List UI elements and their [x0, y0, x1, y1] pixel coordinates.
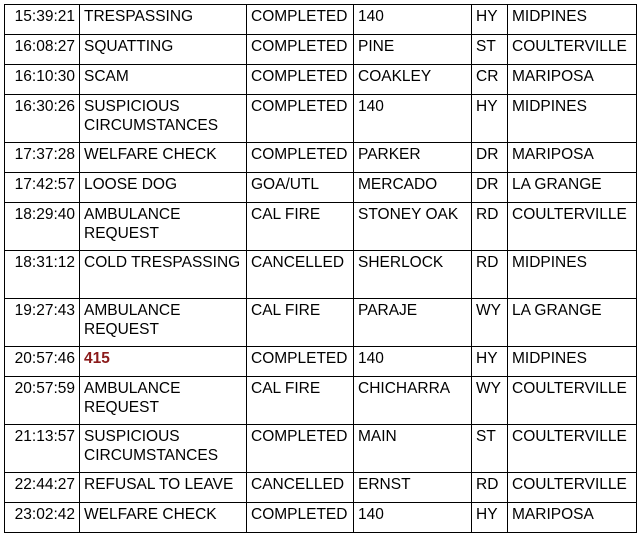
street-suffix-cell: HY — [472, 503, 508, 533]
time-cell: 20:57:59 — [5, 377, 80, 425]
status-cell: CANCELLED — [247, 473, 354, 503]
call-type-cell: AMBULANCE REQUEST — [80, 203, 247, 251]
city-cell: COULTERVILLE — [508, 203, 637, 251]
street-suffix-cell: WY — [472, 377, 508, 425]
status-cell: GOA/UTL — [247, 173, 354, 203]
call-type-cell: SUSPICIOUS CIRCUMSTANCES — [80, 95, 247, 143]
status-cell: CANCELLED — [247, 251, 354, 299]
table-row — [5, 473, 637, 503]
call-type-cell: AMBULANCE REQUEST — [80, 377, 247, 425]
call-type-cell: SCAM — [80, 65, 247, 95]
table-row — [5, 35, 637, 65]
table-row — [5, 425, 637, 473]
street-cell: SHERLOCK — [354, 251, 472, 299]
street-cell: MERCADO — [354, 173, 472, 203]
city-cell: COULTERVILLE — [508, 425, 637, 473]
city-cell: LA GRANGE — [508, 299, 637, 347]
street-suffix-cell: RD — [472, 473, 508, 503]
table-row — [5, 65, 637, 95]
status-cell: CAL FIRE — [247, 203, 354, 251]
street-cell: PARKER — [354, 143, 472, 173]
status-cell: COMPLETED — [247, 503, 354, 533]
call-type-cell: REFUSAL TO LEAVE — [80, 473, 247, 503]
city-cell: MIDPINES — [508, 5, 637, 35]
street-suffix-cell: DR — [472, 143, 508, 173]
time-cell: 16:10:30 — [5, 65, 80, 95]
street-suffix-cell: HY — [472, 95, 508, 143]
call-type-cell: SQUATTING — [80, 35, 247, 65]
city-cell: COULTERVILLE — [508, 473, 637, 503]
street-cell: MAIN — [354, 425, 472, 473]
status-cell: COMPLETED — [247, 35, 354, 65]
city-cell: LA GRANGE — [508, 173, 637, 203]
call-type-cell: WELFARE CHECK — [80, 143, 247, 173]
street-cell: COAKLEY — [354, 65, 472, 95]
city-cell: MARIPOSA — [508, 65, 637, 95]
street-suffix-cell: HY — [472, 5, 508, 35]
status-cell: COMPLETED — [247, 143, 354, 173]
time-cell: 16:30:26 — [5, 95, 80, 143]
time-cell: 20:57:46 — [5, 347, 80, 377]
street-cell: STONEY OAK — [354, 203, 472, 251]
street-suffix-cell: HY — [472, 347, 508, 377]
call-type-cell: WELFARE CHECK — [80, 503, 247, 533]
time-cell: 19:27:43 — [5, 299, 80, 347]
call-type-cell: TRESPASSING — [80, 5, 247, 35]
time-cell: 21:13:57 — [5, 425, 80, 473]
time-cell: 15:39:21 — [5, 5, 80, 35]
street-cell: 140 — [354, 347, 472, 377]
table-row — [5, 377, 637, 425]
time-cell: 18:29:40 — [5, 203, 80, 251]
time-cell: 17:37:28 — [5, 143, 80, 173]
table-row — [5, 173, 637, 203]
time-cell: 23:02:42 — [5, 503, 80, 533]
call-type-cell: COLD TRESPASSING — [80, 251, 247, 299]
time-cell: 22:44:27 — [5, 473, 80, 503]
call-log-body — [5, 5, 637, 533]
city-cell: COULTERVILLE — [508, 377, 637, 425]
status-cell: CAL FIRE — [247, 299, 354, 347]
city-cell: MARIPOSA — [508, 143, 637, 173]
table-row — [5, 143, 637, 173]
call-log-table — [4, 4, 637, 533]
table-row — [5, 251, 637, 299]
table-row — [5, 203, 637, 251]
street-suffix-cell: RD — [472, 251, 508, 299]
city-cell: MARIPOSA — [508, 503, 637, 533]
city-cell: MIDPINES — [508, 347, 637, 377]
status-cell: COMPLETED — [247, 5, 354, 35]
street-cell: PARAJE — [354, 299, 472, 347]
time-cell: 17:42:57 — [5, 173, 80, 203]
street-cell: 140 — [354, 95, 472, 143]
city-cell: COULTERVILLE — [508, 35, 637, 65]
table-row — [5, 95, 637, 143]
time-cell: 18:31:12 — [5, 251, 80, 299]
city-cell: MIDPINES — [508, 95, 637, 143]
time-cell: 16:08:27 — [5, 35, 80, 65]
street-cell: PINE — [354, 35, 472, 65]
table-row — [5, 347, 637, 377]
status-cell: COMPLETED — [247, 347, 354, 377]
status-cell: COMPLETED — [247, 425, 354, 473]
street-cell: ERNST — [354, 473, 472, 503]
status-cell: COMPLETED — [247, 65, 354, 95]
call-type-cell: SUSPICIOUS CIRCUMSTANCES — [80, 425, 247, 473]
call-type-cell: 415 — [80, 347, 247, 377]
call-type-cell: LOOSE DOG — [80, 173, 247, 203]
street-suffix-cell: WY — [472, 299, 508, 347]
street-suffix-cell: CR — [472, 65, 508, 95]
street-suffix-cell: ST — [472, 425, 508, 473]
table-row — [5, 503, 637, 533]
street-suffix-cell: DR — [472, 173, 508, 203]
street-suffix-cell: RD — [472, 203, 508, 251]
city-cell: MIDPINES — [508, 251, 637, 299]
table-row — [5, 299, 637, 347]
street-cell: CHICHARRA — [354, 377, 472, 425]
status-cell: COMPLETED — [247, 95, 354, 143]
street-cell: 140 — [354, 503, 472, 533]
street-suffix-cell: ST — [472, 35, 508, 65]
street-cell: 140 — [354, 5, 472, 35]
call-type-cell: AMBULANCE REQUEST — [80, 299, 247, 347]
table-row — [5, 5, 637, 35]
status-cell: CAL FIRE — [247, 377, 354, 425]
